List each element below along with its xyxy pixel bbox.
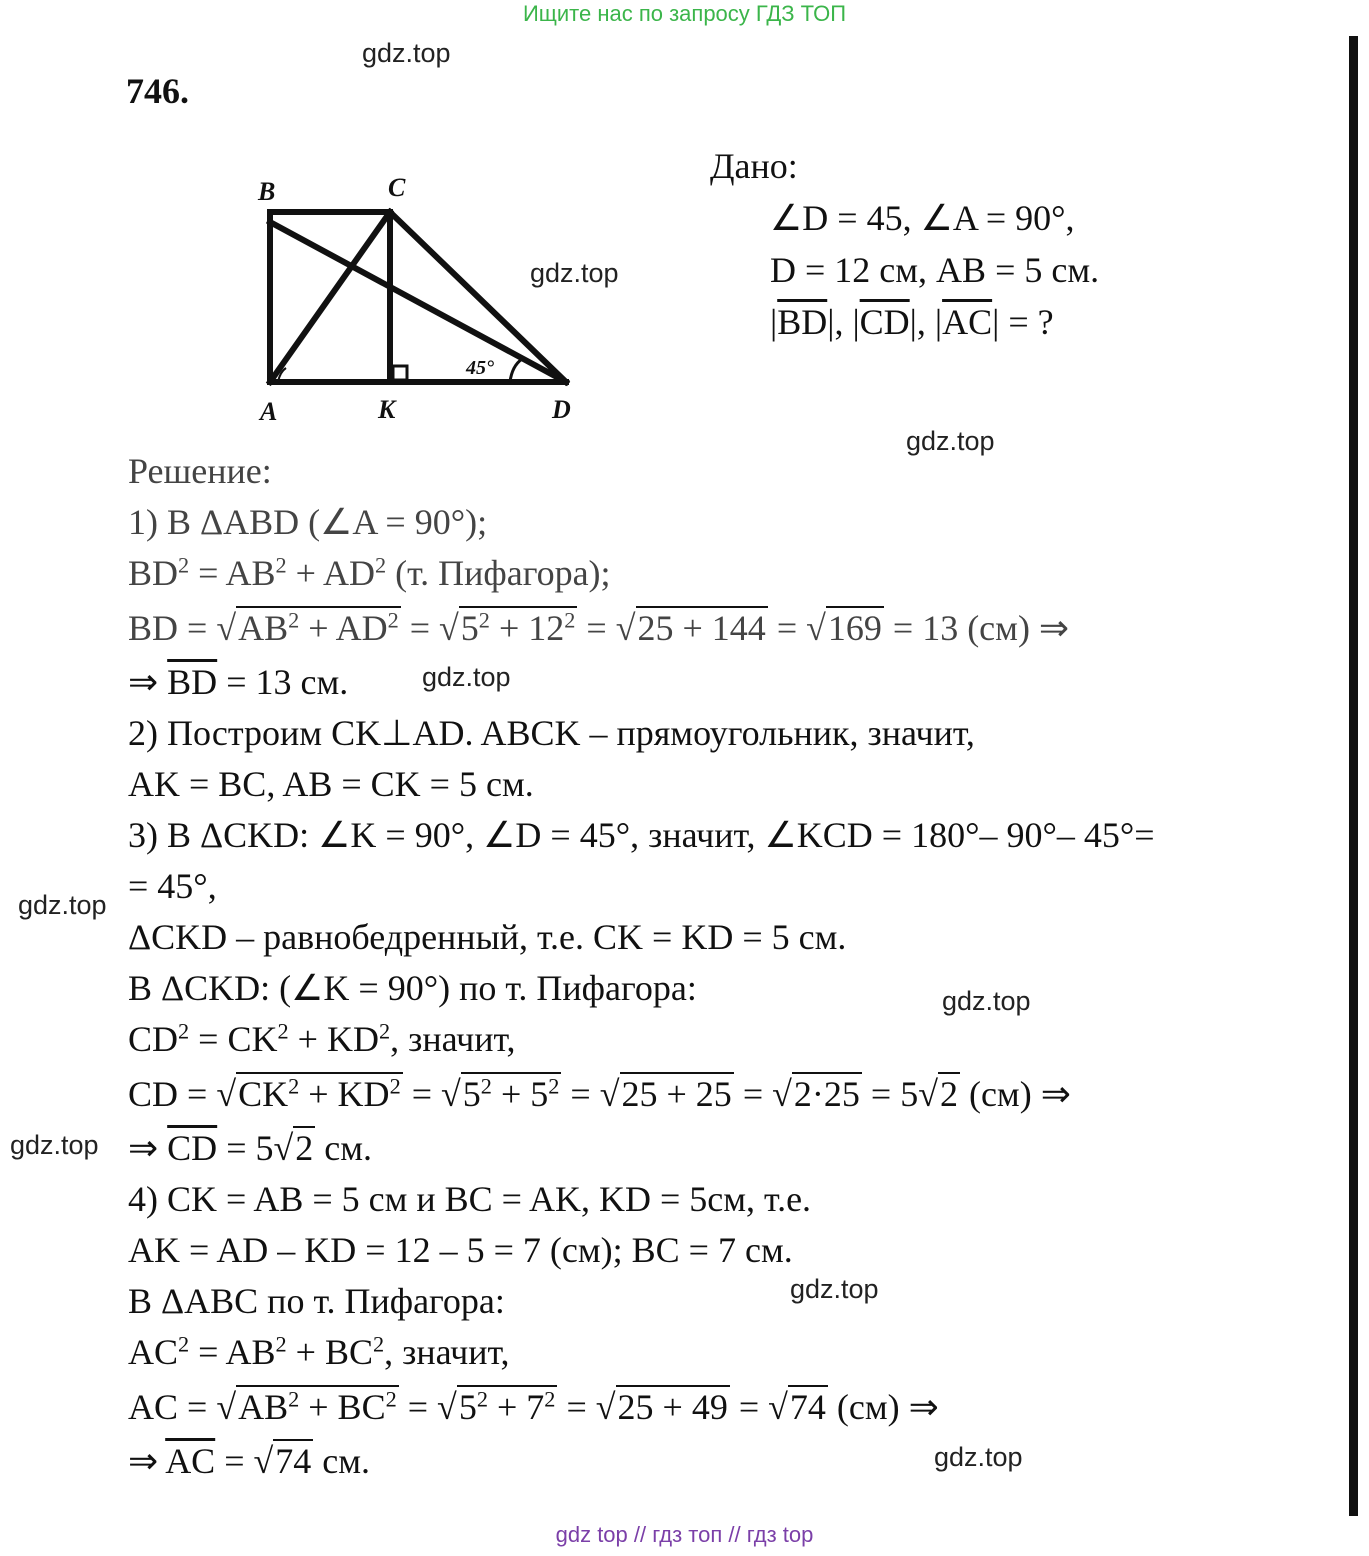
solution-line: AC = $√AB^2 + BC^2 = √5^2 + 7^2 = √25 + 49 = √74$ (см) ⇒ [128,1386,939,1427]
right-angle-mark [393,366,407,380]
solution-line: CD = $√CK^2 + KD^2 = √5^2 + 5^2 = √25 + 25 = √2\cdot 25 = 5√2$ (см) ⇒ [128,1073,1071,1114]
solution-line: = 45°, [128,866,217,906]
vertex-label-c: C [388,173,406,202]
solution-line: BD = $√AB^2 + AD^2 = √5^2 + 12^2 = √25 + 144 = √169 = 13$ (см) ⇒ [128,607,1070,648]
watermark: gdz.top [362,38,451,68]
angle-label-45: 45° [466,357,494,379]
solution-line: $BD^2 = AB^2 + AD^2$ (т. Пифагора); [128,552,611,593]
page-edge-bar [1349,36,1358,1516]
vertex-label-a: A [260,397,278,426]
given-line: D = 12 см, AB = 5 см. [770,250,1100,290]
solution-line: ⇒ $\overline{BD} = 13$ см. [128,662,349,702]
given-question: $|\overline{BD}|$, $|\overline{CD}|$, $|\overline{AC}|$ = ? [770,302,1054,342]
solution-line: 1) В ΔABD (∠A = 90°); [128,502,488,542]
watermark: gdz.top [906,426,995,456]
vertex-label-k: K [378,395,396,424]
angle-arc-d [510,359,522,382]
watermark: gdz.top [18,890,107,920]
watermark: gdz.top [530,258,619,288]
vertex-label-b: B [258,177,276,206]
given-block [710,140,1099,348]
watermark: gdz.top [790,1274,879,1304]
trapezoid-diagram [240,160,600,440]
watermark: gdz.top [10,1130,99,1160]
watermark: gdz.top [422,662,511,692]
given-title: Дано: [710,146,798,186]
solution-line: 4) CK = AB = 5 см и BC = AK, KD = 5см, т.е. [128,1179,812,1219]
solution-line: В ΔCKD: (∠K = 90°) по т. Пифагора: [128,968,697,1008]
solution-line: 2) Построим CK⊥AD. ABCK – прямоугольник, значит, [128,713,975,753]
problem-number: 746. [126,71,189,111]
footer-links[interactable]: gdz top // гдз топ // гдз top [555,1522,814,1547]
search-banner[interactable]: Ищите нас по запросу ГДЗ ТОП [522,1,847,26]
given-line: ∠D = 45, ∠A = 90°, [770,198,1075,238]
solution-title: Решение: [128,451,272,491]
diagonal-ac [270,212,390,382]
watermark: gdz.top [934,1442,1023,1472]
solution-line: 3) В ΔCKD: ∠K = 90°, ∠D = 45°, значит, ∠KCD = 180°– 90°– 45°= [128,815,1155,855]
solution-line: $CD^2 = CK^2 + KD^2$, значит, [128,1018,516,1059]
watermark: gdz.top [942,986,1031,1016]
solution-line: ΔCKD – равнобедренный, т.е. CK = KD = 5 см. [128,917,847,957]
solution-line: В ΔABC по т. Пифагора: [128,1281,505,1321]
solution-line: ⇒ $\overline{CD} = 5√2$ см. [128,1128,373,1168]
solution-line: AK = AD – KD = 12 – 5 = 7 (см); BC = 7 см. [128,1230,793,1270]
solution-block [128,446,1155,1487]
solution-line: ⇒ $\overline{AC} = √74$ см. [128,1441,371,1481]
solution-line: $AC^2 = AB^2 + BC^2$, значит, [128,1331,510,1372]
diagonal-bd [270,222,566,382]
vertex-label-d: D [552,395,571,424]
solution-line: AK = BC, AB = CK = 5 см. [128,764,534,804]
